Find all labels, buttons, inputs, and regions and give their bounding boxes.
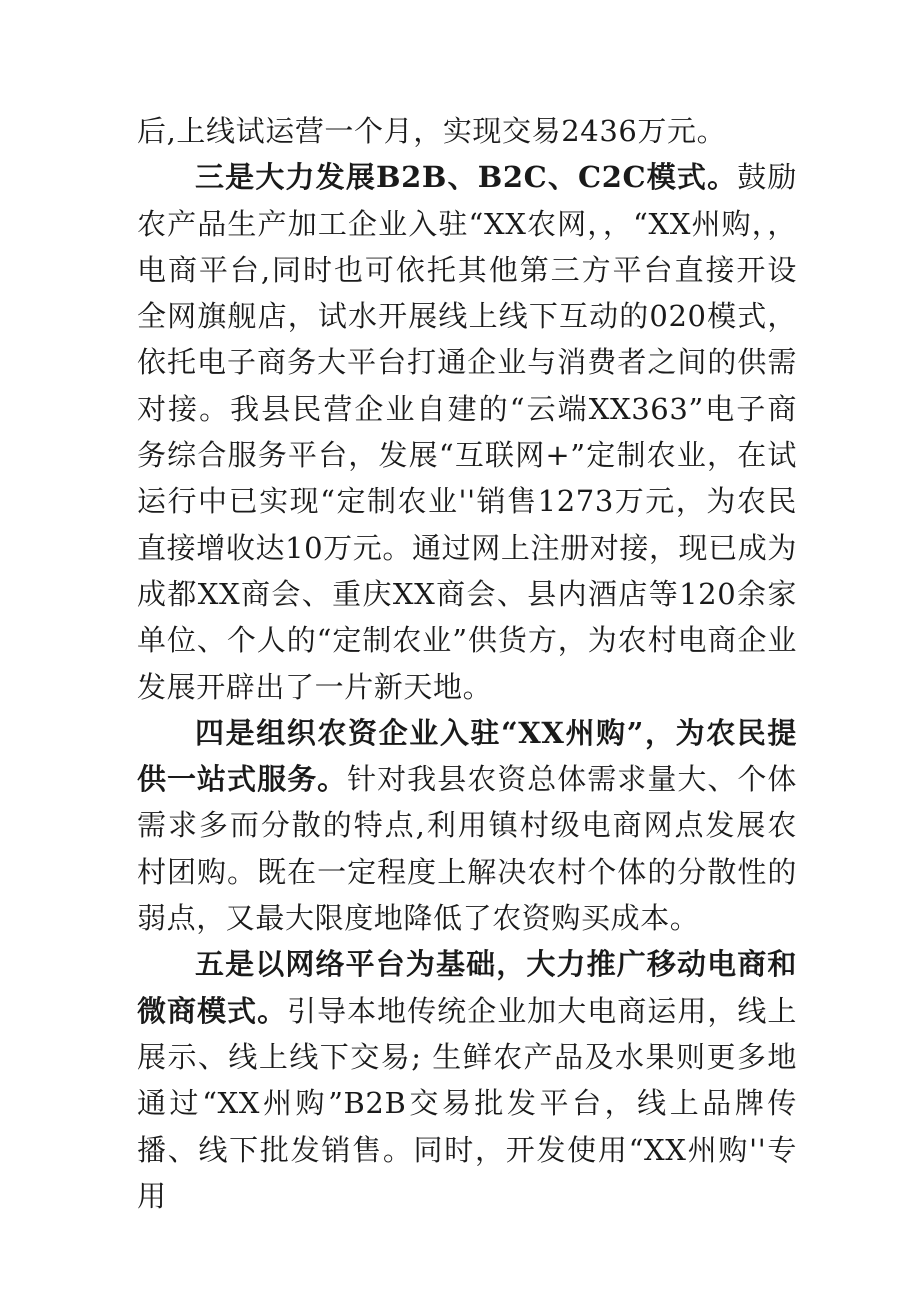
document-body bbox=[137, 108, 797, 1219]
paragraph-b2b-models bbox=[137, 154, 797, 710]
paragraph-agri-supplies bbox=[137, 710, 797, 941]
paragraph-body: 引导本地传统企业加大电商运用，线上展示、线上线下交易; 生鲜农产品及水果则更多地通过“XX州购”B2B交易批发平台，线上品牌传播、线下批发销售。同时，开发使用“XX州购''专用 bbox=[137, 993, 797, 1213]
paragraph-body: 后,上线试运营一个月，实现交易2436万元。 bbox=[137, 114, 727, 148]
paragraph-heading: 四是组织农资企业入驻“XX州购”，为农民提供一站式服务。 bbox=[137, 715, 797, 797]
paragraph-continuation bbox=[137, 108, 797, 154]
paragraph-heading: 五是以网络平台为基础，大力推广移动电商和微商模式。 bbox=[137, 947, 797, 1028]
paragraph-body: 针对我县农资总体需求量大、个体需求多而分散的特点,利用镇村级电商网点发展农村团购。既在一定程度上解决农村个体的分散性的弱点，又最大限度地降低了农资购买成本。 bbox=[137, 762, 797, 936]
paragraph-body: 鼓励农产品生产加工企业入驻“XX农网，，“XX州购，，电商平台,同时也可依托其他第三方平台直接开设全网旗舰店，试水开展线上线下互动的020模式，依托电子商务大平台打通企业与消费者之间的供需对接。我县民营企业自建的“云端XX363”电子商务综合服务平台，发展“互联网+”定制农业，在试运行中已实现“定制农业''销售1273万元，为农民直接增收达10万元。通过网上注册对接，现已成为成都XX商会、重庆XX商会、县内酒店等120余家单位、个人的“定制农业”供货方，为农村电商企业发展开辟出了一片新天地。 bbox=[137, 160, 798, 704]
paragraph-heading: 三是大力发展B2B、B2C、C2C模式。 bbox=[195, 160, 738, 195]
paragraph-mobile-commerce bbox=[137, 941, 797, 1219]
